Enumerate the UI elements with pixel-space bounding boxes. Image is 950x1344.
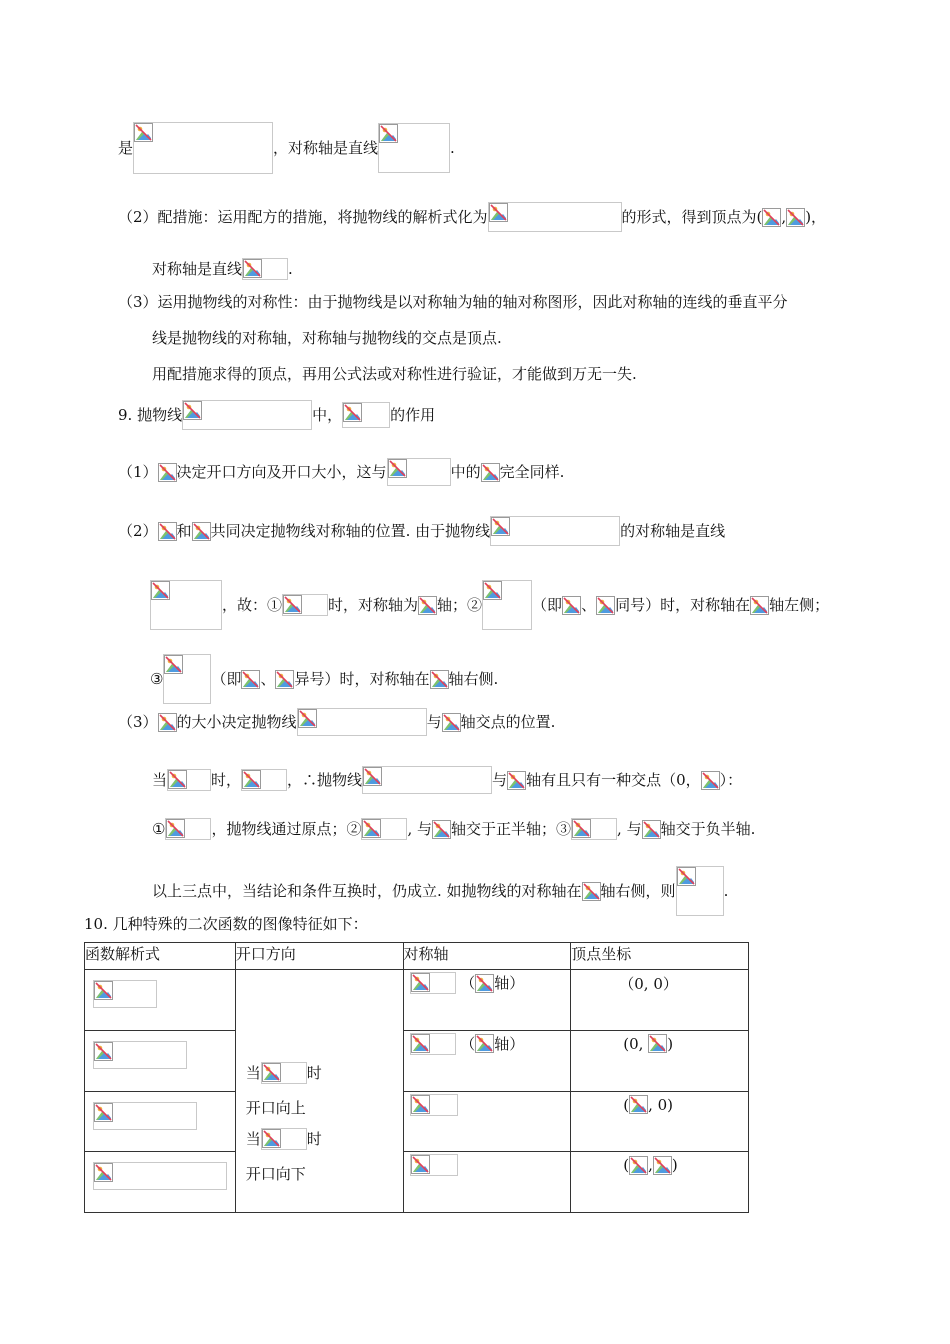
broken-image-icon [192, 522, 211, 541]
broken-image-icon [363, 767, 382, 786]
broken-image-icon [298, 709, 317, 728]
formula-image-placeholder [475, 974, 494, 993]
broken-image-icon [158, 522, 177, 541]
broken-image-icon [701, 771, 720, 790]
broken-image-icon [134, 123, 153, 142]
table-row [85, 1091, 749, 1152]
formula-image-placeholder [629, 1156, 648, 1175]
formula-image-placeholder [582, 882, 601, 901]
broken-image-icon [489, 203, 508, 222]
formula-image-placeholder [410, 972, 456, 994]
broken-image-icon [94, 1163, 113, 1182]
broken-image-icon [379, 124, 398, 143]
broken-image-icon [418, 596, 437, 615]
line-9-3-when: 当 时， ，∴抛物线 与 轴有且只有一种交点（0， ）： [152, 766, 742, 794]
formula-image-placeholder [93, 980, 157, 1008]
line-symmetry: （3）运用抛物线的对称性：由于抛物线是以对称轴为轴的轴对称图形，因此对称轴的连线的垂直平分 [118, 293, 788, 311]
broken-image-icon [762, 208, 781, 227]
broken-image-icon [164, 655, 183, 674]
formula-image-placeholder [490, 516, 620, 546]
formula-image-placeholder [242, 258, 288, 280]
formula-image-placeholder [342, 402, 390, 428]
axis-cell [403, 1091, 571, 1152]
formula-image-placeholder [167, 769, 211, 791]
broken-image-icon [411, 973, 430, 992]
axis-cell: （ 轴） [403, 1030, 571, 1091]
formula-image-placeholder [150, 580, 222, 630]
broken-image-icon [388, 459, 407, 478]
formula-image-placeholder [410, 1094, 458, 1116]
vertex-cell: （0, 0） [571, 970, 749, 1031]
broken-image-icon [629, 1095, 648, 1114]
broken-image-icon [642, 820, 661, 839]
formula-image-placeholder [629, 1095, 648, 1114]
table-row [85, 970, 749, 1031]
formula-image-placeholder [482, 580, 532, 630]
formula-image-placeholder [442, 713, 461, 732]
vertex-cell: ( , 0) [571, 1091, 749, 1152]
formula-image-placeholder [158, 463, 177, 482]
formula-cell [85, 1152, 236, 1213]
formula-cell [85, 1091, 236, 1152]
formula-image-placeholder [571, 818, 617, 840]
formula-image-placeholder [261, 1128, 307, 1150]
broken-image-icon [151, 581, 170, 600]
broken-image-icon [168, 770, 187, 789]
formula-image-placeholder [701, 771, 720, 790]
formula-image-placeholder [430, 670, 449, 689]
table-header-row [85, 943, 749, 970]
broken-image-icon [241, 670, 260, 689]
formula-image-placeholder [410, 1033, 456, 1055]
broken-image-icon [362, 819, 381, 838]
formula-image-placeholder [241, 769, 287, 791]
formula-image-placeholder [93, 1102, 197, 1130]
formula-image-placeholder [648, 1034, 667, 1053]
broken-image-icon [283, 595, 302, 614]
line-vertex-formula: 是 ，对称轴是直线 . [118, 122, 455, 174]
broken-image-icon [562, 596, 581, 615]
broken-image-icon [343, 403, 362, 422]
broken-image-icon [430, 670, 449, 689]
axis-cell [403, 1152, 571, 1213]
formula-cell [85, 1030, 236, 1091]
vertex-cell: ( , ) [571, 1152, 749, 1213]
formula-image-placeholder [378, 123, 450, 173]
table-header-cell: 函数解析式 [85, 943, 236, 970]
broken-image-icon [166, 819, 185, 838]
formula-image-placeholder [507, 771, 526, 790]
broken-image-icon [475, 1034, 494, 1053]
section-10-title: 10. 几种特殊的二次函数的图像特征如下： [84, 915, 368, 933]
formula-image-placeholder [182, 400, 312, 430]
broken-image-icon [629, 1156, 648, 1175]
broken-image-icon [243, 259, 262, 278]
line-completing-square: （2）配措施：运用配方的措施，将抛物线的解析式化为 的形式，得到顶点为( , )， [118, 202, 826, 232]
formula-image-placeholder [488, 202, 622, 232]
broken-image-icon [411, 1034, 430, 1053]
line-9-3: （3） 的大小决定抛物线 与 轴交点的位置. [118, 708, 555, 736]
formula-cell [85, 970, 236, 1031]
broken-image-icon [262, 1063, 281, 1082]
formula-image-placeholder [562, 596, 581, 615]
broken-image-icon [94, 1103, 113, 1122]
formula-image-placeholder [362, 766, 492, 794]
formula-image-placeholder [418, 596, 437, 615]
broken-image-icon [183, 401, 202, 420]
broken-image-icon [442, 713, 461, 732]
line-9-3-cases: ① ，抛物线通过原点；② , 与 轴交于正半轴；③ , 与 轴交于负半轴. [152, 820, 756, 838]
formula-image-placeholder [275, 670, 294, 689]
broken-image-icon [411, 1155, 430, 1174]
table-header-cell: 对称轴 [403, 943, 571, 970]
broken-image-icon [677, 867, 696, 886]
line-9-2-case3: ③ （即 、 异号）时，对称轴在 轴右侧. [150, 654, 498, 704]
line-9-1: （1） 决定开口方向及开口大小，这与 中的 完全同样. [118, 458, 564, 486]
formula-image-placeholder [163, 654, 211, 704]
formula-image-placeholder [762, 208, 781, 227]
formula-image-placeholder [653, 1156, 672, 1175]
broken-image-icon [262, 1129, 281, 1148]
table-row [85, 1152, 749, 1213]
broken-image-icon [483, 581, 502, 600]
line-axis: 对称轴是直线 . [152, 260, 293, 278]
formula-image-placeholder [261, 1062, 307, 1084]
line-9-2-cases: ，故：① 时，对称轴为 轴；② （即 、 同号）时，对称轴在 轴左侧； [150, 580, 829, 630]
formula-image-placeholder [133, 122, 273, 174]
axis-cell: （ 轴） [403, 970, 571, 1031]
broken-image-icon [432, 820, 451, 839]
formula-image-placeholder [410, 1154, 458, 1176]
section-9-title: 9. 抛物线 中， 的作用 [118, 400, 435, 430]
formula-image-placeholder [475, 1034, 494, 1053]
broken-image-icon [275, 670, 294, 689]
line-9-3-summary: 以上三点中，当结论和条件互换时，仍成立. 如抛物线的对称轴在 轴右侧，则 . [152, 866, 728, 916]
formula-image-placeholder [361, 818, 407, 840]
formula-image-placeholder [481, 463, 500, 482]
formula-image-placeholder [282, 594, 328, 616]
broken-image-icon [481, 463, 500, 482]
broken-image-icon [158, 463, 177, 482]
broken-image-icon [94, 981, 113, 1000]
broken-image-icon [94, 1042, 113, 1061]
table-header-cell: 顶点坐标 [571, 943, 749, 970]
formula-image-placeholder [786, 208, 805, 227]
vertex-cell: (0, ) [571, 1030, 749, 1091]
broken-image-icon [750, 596, 769, 615]
line-verify: 用配措施求得的顶点，再用公式法或对称性进行验证，才能做到万无一失. [152, 365, 637, 383]
formula-image-placeholder [596, 596, 615, 615]
table-row [85, 1030, 749, 1091]
opening-direction-cell: 当 时 开口向上 当 时 开口向下 [235, 970, 403, 1213]
broken-image-icon [572, 819, 591, 838]
broken-image-icon [411, 1095, 430, 1114]
broken-image-icon [653, 1156, 672, 1175]
broken-image-icon [648, 1034, 667, 1053]
broken-image-icon [596, 596, 615, 615]
broken-image-icon [158, 713, 177, 732]
formula-image-placeholder [676, 866, 724, 916]
broken-image-icon [786, 208, 805, 227]
line-9-2: （2） 和 共同决定抛物线对称轴的位置. 由于抛物线 的对称轴是直线 [118, 516, 725, 546]
formula-image-placeholder [297, 708, 427, 736]
broken-image-icon [242, 770, 261, 789]
line-symmetry-cont: 线是抛物线的对称轴，对称轴与抛物线的交点是顶点. [152, 329, 502, 347]
broken-image-icon [475, 974, 494, 993]
quadratic-features-table [84, 942, 749, 1213]
formula-image-placeholder [642, 820, 661, 839]
formula-image-placeholder [93, 1162, 227, 1190]
formula-image-placeholder [158, 522, 177, 541]
broken-image-icon [491, 517, 510, 536]
formula-image-placeholder [750, 596, 769, 615]
formula-image-placeholder [432, 820, 451, 839]
formula-image-placeholder [241, 670, 260, 689]
formula-image-placeholder [165, 818, 211, 840]
broken-image-icon [507, 771, 526, 790]
formula-image-placeholder [158, 713, 177, 732]
formula-image-placeholder [93, 1041, 187, 1069]
table-header-cell: 开口方向 [235, 943, 403, 970]
broken-image-icon [582, 882, 601, 901]
formula-image-placeholder [192, 522, 211, 541]
formula-image-placeholder [387, 458, 451, 486]
